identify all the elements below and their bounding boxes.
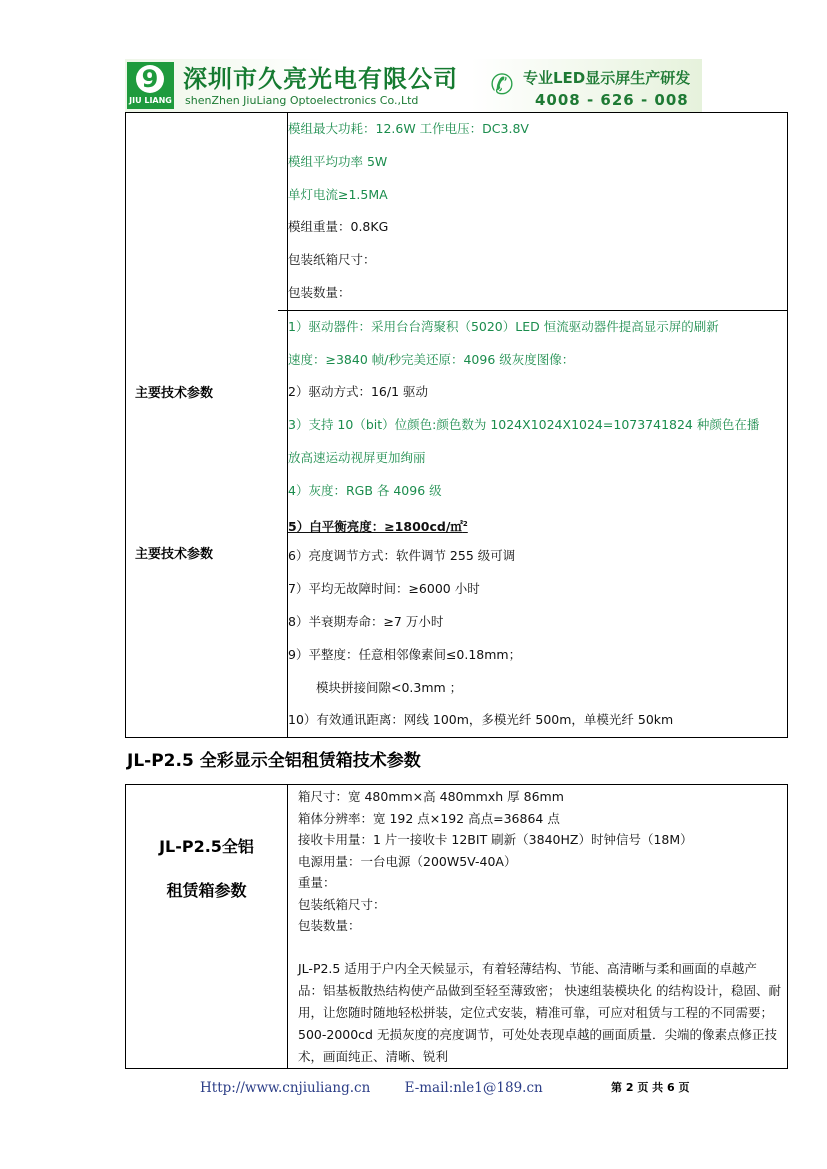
company-logo xyxy=(127,62,174,109)
hotline-number: 4008 - 626 - 008 xyxy=(535,91,689,109)
cabinet-line: 包装纸箱尺寸： xyxy=(298,896,386,912)
spec-label: 主要技术参数 xyxy=(135,547,214,562)
spec-line: 包装纸箱尺寸： xyxy=(288,252,376,268)
cabinet-line: 箱体分辨率：宽 192 点×192 高点=36864 点 xyxy=(298,810,560,826)
cabinet-label-line: 租赁箱参数 xyxy=(166,881,247,900)
logo-mark: 9 xyxy=(136,65,164,93)
module-spec-table xyxy=(125,112,788,738)
cabinet-content-cell xyxy=(288,785,788,1069)
cabinet-line: 重量： xyxy=(298,875,336,890)
cabinet-line: 箱尺寸：宽 480mm×高 480mmxh 厚 86mm xyxy=(298,789,564,804)
cabinet-label xyxy=(126,825,287,913)
spec-line: 2）驱动方式：16/1 驱动 xyxy=(288,384,428,400)
company-name-cn: 深圳市久亮光电有限公司 xyxy=(183,65,458,93)
cabinet-line: 包装数量： xyxy=(298,918,361,933)
spec-line: 模块拼接间隙<0.3mm ； xyxy=(316,679,463,695)
section-heading: JL-P2.5 全彩显示全铝租赁箱技术参数 xyxy=(127,751,421,771)
spec-line: 3）支持 10（bit）位颜色:颜色数为 1024X1024X1024=1073741824 种颜色在播 xyxy=(288,417,760,433)
phone-icon: ✆ xyxy=(490,68,514,101)
rental-cabinet-spec-table xyxy=(125,784,788,1069)
spec-line: 模组最大功耗：12.6W 工作电压：DC3.8V xyxy=(288,121,529,136)
spec-line: 7）平均无故障时间：≥6000 小时 xyxy=(288,581,480,597)
cabinet-description: JL-P2.5 适用于户内全天候显示，有着轻薄结构、节能、高清晰与柔和画面的卓越产品：铝基板散热结构使产品做到至轻至薄致密； 快速组装模块化 的结构设计，稳固、耐用，让您随时随地轻松拼装，定位式安装，精准可靠，可应对租赁与工程的不同需要； 500-2000cd 无损灰度的亮度调节，可处处表现卓越的画面质量．尖端的像素点修正技术，画面纯正、清晰、锐利 xyxy=(298,960,781,1064)
spec-line-brightness xyxy=(288,508,787,541)
cabinet-line: 接收卡用量：1 片一接收卡 12BIT 刷新（3840HZ）时钟信号（18M） xyxy=(298,832,693,847)
spec-line: 速度：≥3840 帧/秒完美还原：4096 级灰度图像： xyxy=(288,351,575,367)
spec-line: 1）驱动器件：采用台台湾聚积（5020）LED 恒流驱动器件提高显示屏的刷新 xyxy=(288,318,719,334)
cabinet-label-cell xyxy=(126,785,288,1069)
spec-line: 放高速运动视屏更加绚丽 xyxy=(288,449,426,465)
cabinet-line: 电源用量：一台电源（200W5V-40A） xyxy=(298,853,517,869)
brightness-text: 5）白平衡亮度：≥1800cd/㎡ xyxy=(288,518,463,534)
logo-text: JIU LIANG xyxy=(129,96,172,105)
footer-url[interactable]: Http://www.cnjiuliang.cn xyxy=(200,1080,371,1096)
company-name-en: shenZhen JiuLiang Optoelectronics Co.,Ltd xyxy=(185,94,419,107)
brightness-superscript: 2 xyxy=(462,519,468,528)
spec-line: 包装数量： xyxy=(278,277,787,311)
footer-email[interactable]: E-mail:nle1@189.cn xyxy=(404,1080,543,1096)
spec-line: 单灯电流≥1.5MA xyxy=(288,186,388,202)
cabinet-label-line: JL-P2.5全铝 xyxy=(159,837,254,856)
spec-label-cell xyxy=(126,113,288,738)
header-banner xyxy=(125,59,702,112)
spec-line: 模组平均功率 5W xyxy=(288,153,388,169)
spec-line: 6）亮度调节方式：软件调节 255 级可调 xyxy=(288,548,516,564)
slogan: 专业LED显示屏生产研发 xyxy=(523,69,691,87)
spec-label: 主要技术参数 xyxy=(135,386,214,401)
spec-line: 4）灰度：RGB 各 4096 级 xyxy=(288,482,442,498)
spec-line: 10）有效通讯距离：网线 100m，多模光纤 500m，单模光纤 50km xyxy=(288,712,674,728)
spec-line: 模组重量：0.8KG xyxy=(288,219,389,235)
spec-content-cell xyxy=(288,113,788,738)
spec-line: 9）平整度：任意相邻像素间≤0.18mm； xyxy=(288,646,522,662)
page-number: 第 2 页 共 6 页 xyxy=(611,1081,690,1094)
footer xyxy=(200,1079,543,1097)
spec-line: 8）半衰期寿命：≥7 万小时 xyxy=(288,613,444,629)
